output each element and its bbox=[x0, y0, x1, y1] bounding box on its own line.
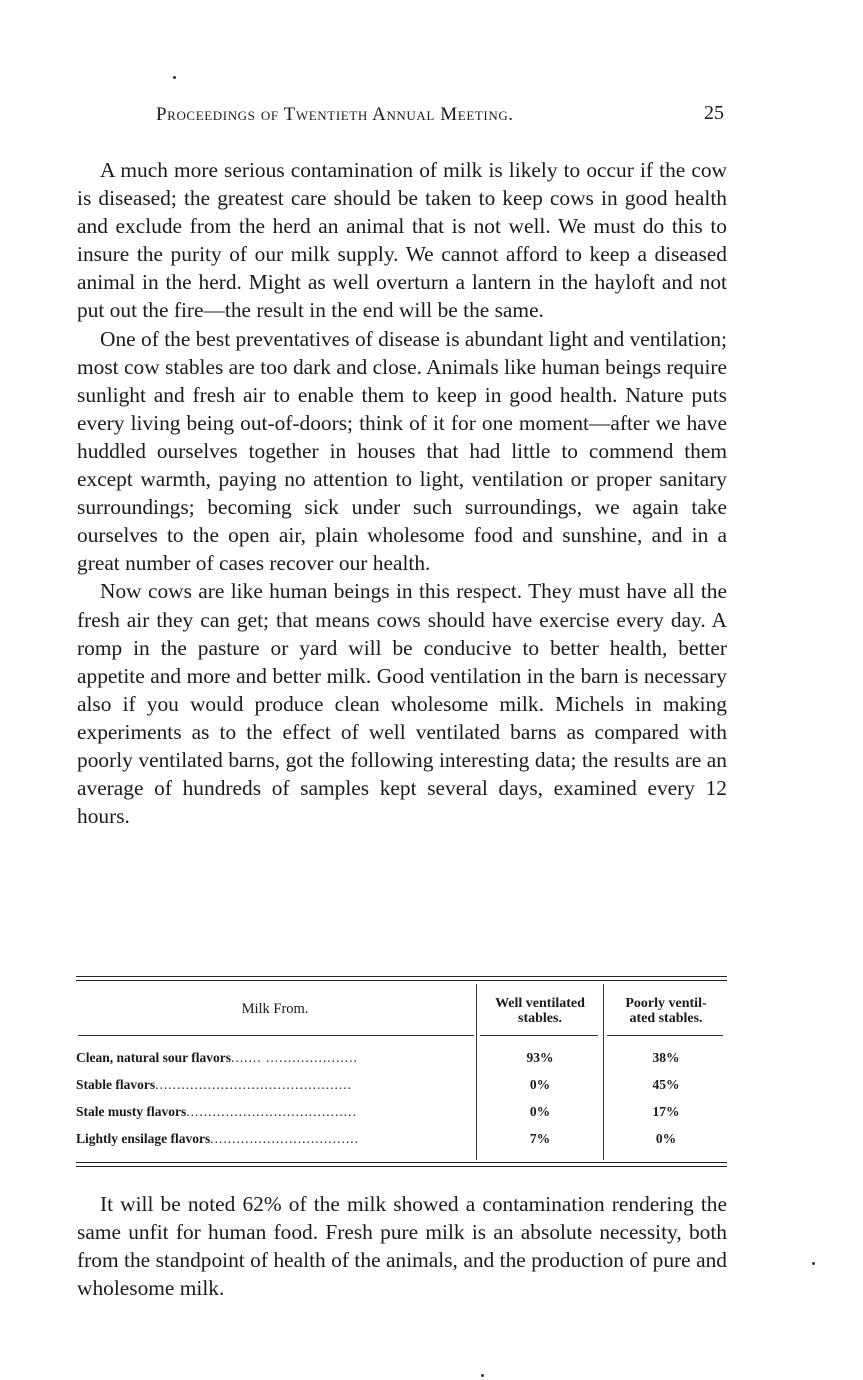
header-poorly-ventilated bbox=[605, 996, 727, 1026]
paragraph: It will be noted 62% of the milk showed a contamination rendering the same unfit for human food. Fresh pure milk is an absolute necessity, both from the standpoint of health of the animals, and the production of pure and wholesome milk. bbox=[77, 1192, 727, 1301]
header-line: ated stables. bbox=[629, 1011, 703, 1026]
header-rule bbox=[607, 1035, 723, 1036]
table-row-label: Clean, natural sour flavors....... ..................... bbox=[76, 1050, 358, 1065]
data-table bbox=[76, 976, 727, 1172]
paragraph: One of the best preventatives of disease is abundant light and ventilation; most cow stables are too dark and close. Animals like human beings require sunlight and fresh air to enable them to keep in good health. Nature puts every living being out-of-doors; think of it for one moment—after we have huddled ourselves together in houses that had little to commend them except warmth, paying no attention to light, ventilation or proper sanitary surroundings; becoming sick under such surroundings, we again take ourselves to the open air, plain wholesome food and sunshine, and in a great number of cases recover our health. bbox=[77, 326, 727, 576]
print-speck bbox=[481, 1374, 484, 1377]
column-divider bbox=[476, 984, 477, 1160]
paragraph: A much more serious contamination of milk is likely to occur if the cow is diseased; the greatest care should be taken to keep cows in good health and exclude from the herd an animal that is not well. We must do this to insure the purity of our milk supply. We cannot afford to keep a diseased animal in the herd. Might as well overturn a lantern in the hayloft and not put out the fire—the result in the end will be the same. bbox=[77, 158, 727, 323]
print-speck bbox=[812, 1262, 815, 1265]
header-line: stables. bbox=[518, 1011, 562, 1026]
table-cell-well: 93% bbox=[526, 1050, 554, 1065]
page-number: 25 bbox=[704, 102, 724, 124]
table-cell-poorly: 38% bbox=[652, 1050, 680, 1065]
table-row-label: Stable flavors............................................. bbox=[76, 1077, 352, 1092]
paragraph: Now cows are like human beings in this respect. They must have all the fresh air they can get; that means cows should have exercise every day. A romp in the pasture or yard will be conducive to better health, better appetite and more and better milk. Good ventilation in the barn is necessary also if you would produce clean wholesome milk. Michels in making experiments as to the effect of well ventilated barns as compared with poorly ventilated barns, got the following interesting data; the results are an average of hundreds of samples kept several days, examined every 12 hours. bbox=[77, 579, 727, 829]
table-cell-poorly: 17% bbox=[652, 1104, 680, 1119]
running-title: Proceedings of Twentieth Annual Meeting. bbox=[156, 104, 514, 125]
table-cell-poorly: 0% bbox=[655, 1131, 677, 1146]
header-rule bbox=[78, 1035, 474, 1036]
table-top-rule bbox=[76, 976, 727, 981]
header-line: Well ventilated bbox=[495, 996, 585, 1011]
closing-text bbox=[77, 1190, 727, 1302]
print-speck bbox=[173, 76, 176, 79]
page-header bbox=[76, 98, 728, 130]
table-cell-well: 0% bbox=[529, 1104, 551, 1119]
column-divider bbox=[603, 984, 604, 1160]
table-row-label: Lightly ensilage flavors.................................. bbox=[76, 1131, 359, 1146]
header-well-ventilated bbox=[478, 996, 602, 1026]
table-bottom-rule bbox=[76, 1162, 727, 1167]
body-text bbox=[77, 156, 727, 830]
table-cell-poorly: 45% bbox=[652, 1077, 680, 1092]
table-row-label: Stale musty flavors....................................... bbox=[76, 1104, 357, 1119]
table-cell-well: 0% bbox=[529, 1077, 551, 1092]
header-rule bbox=[480, 1035, 598, 1036]
header-line: Poorly ventil- bbox=[625, 996, 707, 1011]
header-milk-from: Milk From. bbox=[241, 1001, 309, 1017]
table-cell-well: 7% bbox=[529, 1131, 551, 1146]
